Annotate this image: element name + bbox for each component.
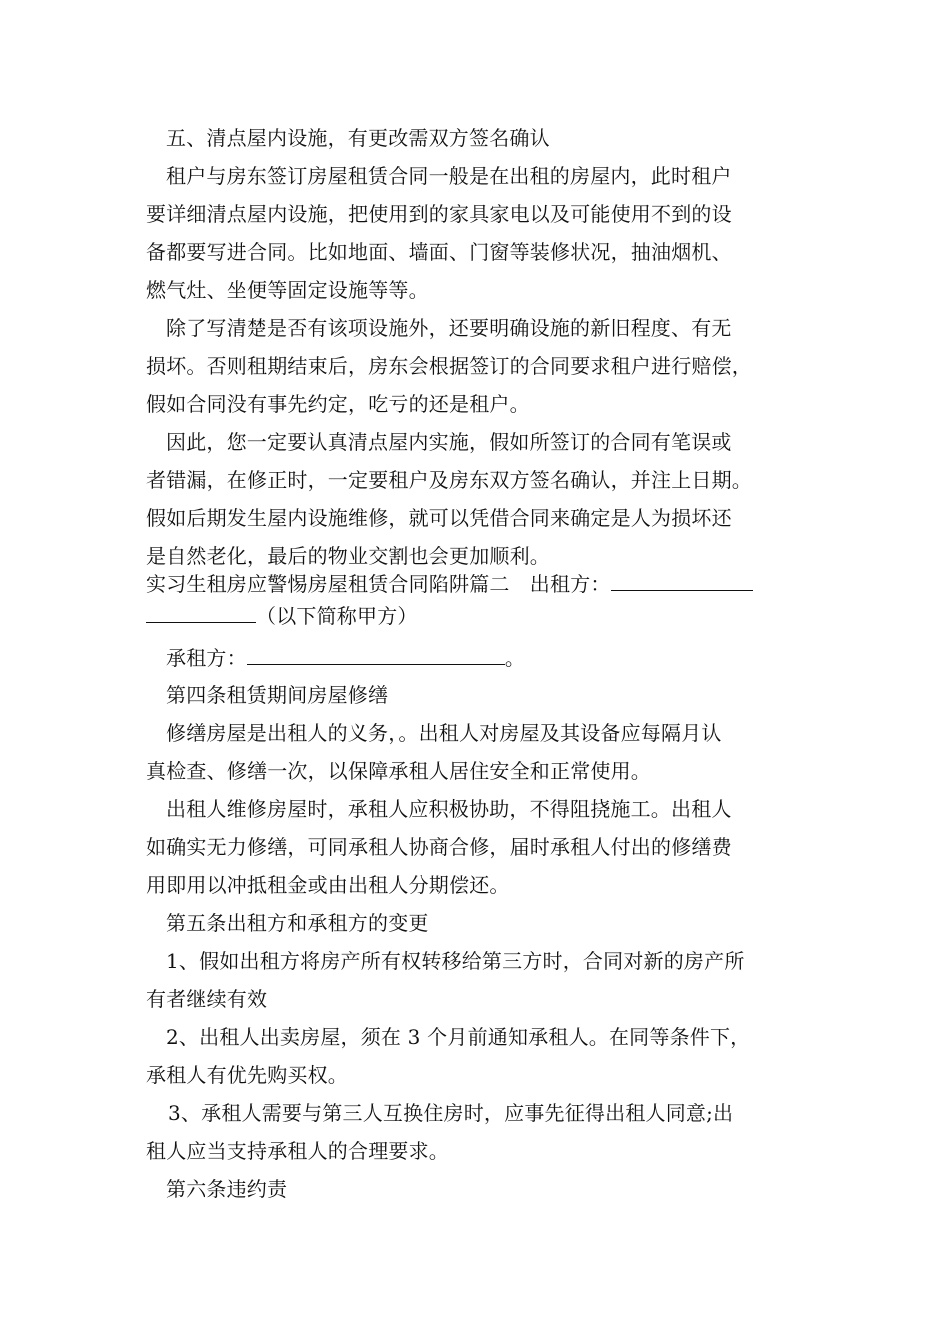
list-item-line: 1、假如出租方将房产所有权转移给第三方时，合同对新的房产所 xyxy=(166,949,745,973)
lessee-line xyxy=(166,646,846,670)
paragraph-line: 要详细清点屋内设施，把使用到的家具家电以及可能使用不到的设 xyxy=(146,202,732,226)
list-item-line: 租人应当支持承租人的合理要求。 xyxy=(146,1139,449,1163)
article-heading: 第四条租赁期间房屋修缮 xyxy=(166,683,389,707)
paragraph-line: 者错漏，在修正时，一定要租户及房东双方签名确认，并注上日期。 xyxy=(146,468,752,492)
abbreviation-text: （以下简称甲方） xyxy=(256,604,418,628)
contract-heading-text: 实习生租房应警惕房屋租赁合同陷阱篇二 出租方： xyxy=(146,572,611,596)
paragraph-line: 如确实无力修缮，可同承租人协商合修，届时承租人付出的修缮费 xyxy=(146,835,732,859)
lessor-blank xyxy=(611,572,753,591)
list-item-line: 承租人有优先购买权。 xyxy=(146,1063,348,1087)
lessee-line-end: 。 xyxy=(504,646,526,670)
lessor-continuation-line xyxy=(146,604,826,628)
paragraph-line: 真检查、修缮一次，以保障承租人居住安全和正常使用。 xyxy=(146,759,651,783)
paragraph-line: 修缮房屋是出租人的义务，。出租人对房屋及其设备应每隔月认 xyxy=(166,721,722,745)
article-heading: 第五条出租方和承租方的变更 xyxy=(166,911,429,935)
list-item-line: 2、出租人出卖房屋，须在 3 个月前通知承租人。在同等条件下， xyxy=(166,1025,751,1049)
paragraph-line: 除了写清楚是否有该项设施外，还要明确设施的新旧程度、有无 xyxy=(166,316,732,340)
lessee-label: 承租方： xyxy=(166,646,247,670)
lessee-blank xyxy=(247,646,505,665)
list-item-line: 3、承租人需要与第三人互换住房时，应事先征得出租人同意;出 xyxy=(168,1101,734,1125)
paragraph-line: 出租人维修房屋时，承租人应积极协助，不得阻挠施工。出租人 xyxy=(166,797,732,821)
list-item-line: 有者继续有效 xyxy=(146,987,268,1011)
lessor-blank-continuation xyxy=(146,604,256,623)
article-heading: 第六条违约责 xyxy=(166,1177,288,1201)
paragraph-line: 因此，您一定要认真清点屋内实施，假如所签订的合同有笔误或 xyxy=(166,430,732,454)
contract-heading-line xyxy=(146,572,826,596)
paragraph-line: 租户与房东签订房屋租赁合同一般是在出租的房屋内，此时租户 xyxy=(166,164,732,188)
paragraph-line: 假如后期发生屋内设施维修，就可以凭借合同来确定是人为损坏还 xyxy=(146,506,732,530)
paragraph-line: 损坏。否则租期结束后，房东会根据签订的合同要求租户进行赔偿， xyxy=(146,354,752,378)
paragraph-line: 用即用以冲抵租金或由出租人分期偿还。 xyxy=(146,873,510,897)
paragraph-line: 燃气灶、坐便等固定设施等等。 xyxy=(146,278,429,302)
section-heading: 五、清点屋内设施，有更改需双方签名确认 xyxy=(166,126,550,150)
paragraph-line: 是自然老化，最后的物业交割也会更加顺利。 xyxy=(146,544,550,568)
paragraph-line: 备都要写进合同。比如地面、墙面、门窗等装修状况，抽油烟机、 xyxy=(146,240,732,264)
paragraph-line: 假如合同没有事先约定，吃亏的还是租户。 xyxy=(146,392,530,416)
